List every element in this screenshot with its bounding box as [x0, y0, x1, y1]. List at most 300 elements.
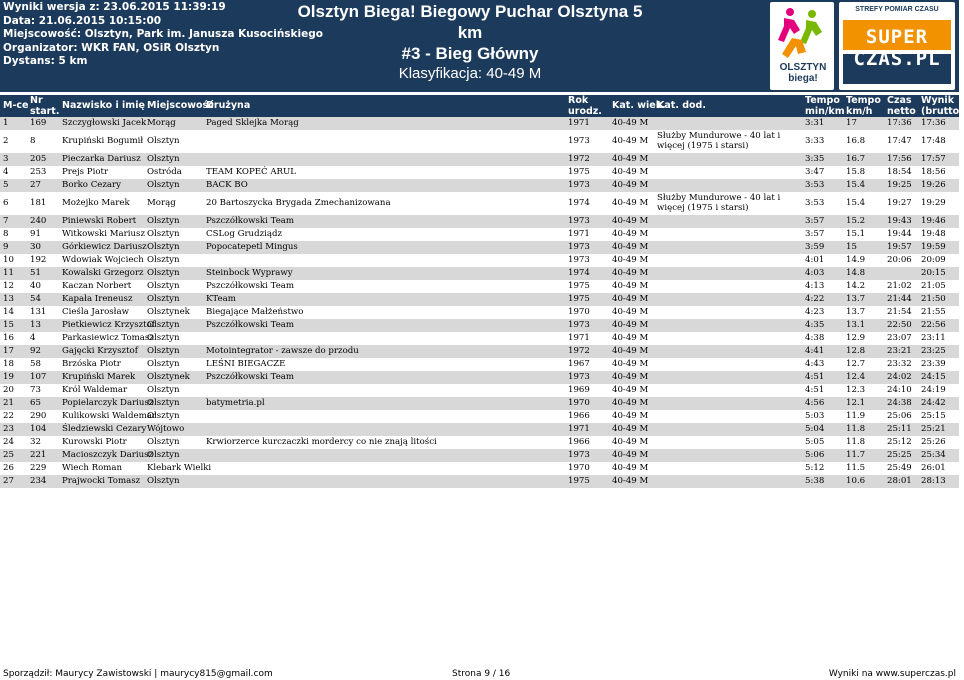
- cell-tempo: 4:43: [805, 359, 825, 369]
- cell-bib: 92: [30, 346, 41, 356]
- cell-cat: 40-49 M: [612, 136, 649, 146]
- cell-tempo: 4:38: [805, 333, 825, 343]
- cell-net: 21:54: [887, 307, 912, 317]
- cell-year: 1973: [568, 180, 590, 190]
- cell-gross: 25:21: [921, 424, 946, 434]
- cell-name: Piniewski Robert: [62, 216, 137, 226]
- cell-name: Pietkiewicz Krzysztof: [62, 320, 155, 330]
- cell-name: Możejko Marek: [62, 198, 130, 208]
- cell-net: 25:11: [887, 424, 912, 434]
- col-cat2: Kat. dod.: [657, 100, 706, 111]
- cell-bib: 205: [30, 154, 47, 164]
- cell-gross: 20:09: [921, 255, 946, 265]
- table-row: [0, 332, 959, 345]
- cell-speed: 12.7: [846, 359, 866, 369]
- cell-tempo: 4:23: [805, 307, 825, 317]
- cell-bib: 54: [30, 294, 41, 304]
- cell-cat: 40-49 M: [612, 255, 649, 265]
- cell-gross: 19:29: [921, 198, 946, 208]
- cell-place: 1: [3, 118, 9, 128]
- cell-year: 1974: [568, 198, 590, 208]
- cell-net: 24:02: [887, 372, 912, 382]
- cell-tempo: 5:38: [805, 476, 825, 486]
- cell-city: Olsztyn: [147, 154, 180, 164]
- cell-tempo: 5:03: [805, 411, 825, 421]
- cell-gross: 23:39: [921, 359, 946, 369]
- cell-year: 1975: [568, 167, 590, 177]
- cell-tempo: 3:53: [805, 180, 825, 190]
- cell-city: Olsztyn: [147, 320, 180, 330]
- cell-tempo: 4:35: [805, 320, 825, 330]
- cell-year: 1973: [568, 320, 590, 330]
- cell-bib: 13: [30, 320, 41, 330]
- cell-bib: 169: [30, 118, 47, 128]
- cell-speed: 12.9: [846, 333, 866, 343]
- col-bib: Nr start.: [30, 95, 60, 117]
- col-place: M-ce: [3, 100, 29, 111]
- cell-city: Olsztyn: [147, 216, 180, 226]
- cell-speed: 13.1: [846, 320, 866, 330]
- cell-city: Morąg: [147, 198, 176, 208]
- cell-net: 19:57: [887, 242, 912, 252]
- cell-place: 15: [3, 320, 14, 330]
- cell-place: 11: [3, 268, 14, 278]
- cell-bib: 131: [30, 307, 47, 317]
- cell-cat: 40-49 M: [612, 268, 649, 278]
- cell-bib: 91: [30, 229, 41, 239]
- cell-team: Motointegrator - zawsze do przodu: [206, 346, 359, 356]
- cell-place: 24: [3, 437, 14, 447]
- table-row: [0, 192, 959, 215]
- cell-net: 25:12: [887, 437, 912, 447]
- cell-cat: 40-49 M: [612, 463, 649, 473]
- cell-city: Olsztyn: [147, 385, 180, 395]
- cell-place: 20: [3, 385, 14, 395]
- cell-speed: 15.1: [846, 229, 866, 239]
- table-row: [0, 117, 959, 130]
- table-row: [0, 241, 959, 254]
- cell-year: 1972: [568, 346, 590, 356]
- cell-gross: 21:05: [921, 281, 946, 291]
- cell-place: 6: [3, 198, 9, 208]
- cell-gross: 22:56: [921, 320, 946, 330]
- cell-year: 1975: [568, 294, 590, 304]
- cell-place: 18: [3, 359, 14, 369]
- cell-net: 17:56: [887, 154, 912, 164]
- cell-speed: 10.6: [846, 476, 866, 486]
- footer-author: Sporządził: Maurycy Zawistowski | maurycy815@gmail.com: [3, 669, 273, 679]
- cell-name: Kulikowski Waldemar: [62, 411, 157, 421]
- cell-bib: 104: [30, 424, 47, 434]
- cell-name: Popielarczyk Dariusz: [62, 398, 154, 408]
- superczas-logo-top: STREFY POMIAR CZASU: [855, 6, 939, 13]
- cell-team: Krwiorzerce kurczaczki mordercy co nie znają litości: [206, 437, 437, 447]
- cell-name: Pieczarka Dariusz: [62, 154, 141, 164]
- cell-tempo: 4:51: [805, 372, 825, 382]
- table-row: [0, 166, 959, 179]
- cell-speed: 11.5: [846, 463, 866, 473]
- cell-place: 8: [3, 229, 9, 239]
- cell-place: 21: [3, 398, 14, 408]
- cell-year: 1972: [568, 154, 590, 164]
- cell-name: Krupiński Marek: [62, 372, 136, 382]
- cell-year: 1970: [568, 398, 590, 408]
- cell-place: 7: [3, 216, 9, 226]
- cell-place: 3: [3, 154, 9, 164]
- cell-tempo: 3:57: [805, 216, 825, 226]
- cell-city: Olsztyn: [147, 180, 180, 190]
- cell-bib: 290: [30, 411, 47, 421]
- cell-tempo: 3:33: [805, 136, 825, 146]
- cell-team: Pszczółkowski Team: [206, 372, 295, 382]
- cell-year: 1969: [568, 385, 590, 395]
- cell-net: 21:02: [887, 281, 912, 291]
- cell-net: 19:25: [887, 180, 912, 190]
- event-title: Olsztyn Biega! Biegowy Puchar Olsztyna 5 km: [297, 2, 643, 42]
- cell-net: 28:01: [887, 476, 912, 486]
- col-tempo: Tempo min/km: [805, 95, 845, 117]
- cell-bib: 240: [30, 216, 47, 226]
- cell-name: Cieśla Jarosław: [62, 307, 129, 317]
- cell-city: Klebark Wielki: [147, 463, 212, 473]
- table-row: [0, 449, 959, 462]
- cell-cat: 40-49 M: [612, 242, 649, 252]
- cell-gross: 18:56: [921, 167, 946, 177]
- cell-speed: 12.1: [846, 398, 866, 408]
- cell-place: 12: [3, 281, 14, 291]
- cell-place: 13: [3, 294, 14, 304]
- cell-cat: 40-49 M: [612, 450, 649, 460]
- cell-speed: 15.4: [846, 198, 866, 208]
- col-net: Czas netto: [887, 95, 916, 117]
- table-row: [0, 462, 959, 475]
- cell-name: Borko Cezary: [62, 180, 121, 190]
- cell-city: Olsztyn: [147, 229, 180, 239]
- cell-tempo: 3:31: [805, 118, 825, 128]
- col-city: Miejscowość: [147, 100, 214, 111]
- cell-city: Olsztyn: [147, 476, 180, 486]
- page-footer: [0, 668, 959, 680]
- cell-city: Olsztynek: [147, 372, 190, 382]
- cell-speed: 11.8: [846, 437, 866, 447]
- cell-speed: 11.8: [846, 424, 866, 434]
- cell-cat: 40-49 M: [612, 154, 649, 164]
- olsztyn-logo-text: OLSZTYN biega!: [779, 62, 827, 84]
- cell-speed: 13.7: [846, 294, 866, 304]
- cell-gross: 25:15: [921, 411, 946, 421]
- col-gross: Wynik (brutto): [921, 95, 964, 117]
- cell-year: 1975: [568, 281, 590, 291]
- cell-gross: 26:01: [921, 463, 946, 473]
- cell-bib: 181: [30, 198, 47, 208]
- cell-place: 27: [3, 476, 14, 486]
- cell-year: 1971: [568, 118, 590, 128]
- cell-team: KTeam: [206, 294, 236, 304]
- cell-cat: 40-49 M: [612, 216, 649, 226]
- cell-net: 25:49: [887, 463, 912, 473]
- cell-tempo: 3:35: [805, 154, 825, 164]
- cell-name: Wiech Roman: [62, 463, 123, 473]
- cell-net: 22:50: [887, 320, 912, 330]
- cell-net: 24:38: [887, 398, 912, 408]
- cell-gross: 25:26: [921, 437, 946, 447]
- cell-team: 20 Bartoszycka Brygada Zmechanizowana: [206, 198, 391, 208]
- cell-team: Pszczółkowski Team: [206, 216, 295, 226]
- cell-name: Wdowiak Wojciech: [62, 255, 144, 265]
- cell-cat: 40-49 M: [612, 385, 649, 395]
- cell-speed: 15.8: [846, 167, 866, 177]
- info-date: Data: 21.06.2015 10:15:00: [3, 14, 162, 27]
- cell-cat: 40-49 M: [612, 320, 649, 330]
- cell-team: BACK BO: [206, 180, 248, 190]
- cell-cat: 40-49 M: [612, 167, 649, 177]
- cell-bib: 30: [30, 242, 41, 252]
- cell-cat: 40-49 M: [612, 307, 649, 317]
- cell-name: Prajwocki Tomasz: [62, 476, 141, 486]
- cell-year: 1974: [568, 268, 590, 278]
- cell-gross: 24:19: [921, 385, 946, 395]
- table-row: [0, 179, 959, 192]
- cell-speed: 15.2: [846, 216, 866, 226]
- cell-net: 19:27: [887, 198, 912, 208]
- cell-gross: 25:34: [921, 450, 946, 460]
- cell-year: 1971: [568, 229, 590, 239]
- cell-speed: 16.7: [846, 154, 866, 164]
- cell-net: 19:44: [887, 229, 912, 239]
- cell-bib: 234: [30, 476, 47, 486]
- table-row: [0, 384, 959, 397]
- cell-cat: 40-49 M: [612, 118, 649, 128]
- table-row: [0, 423, 959, 436]
- cell-cat: 40-49 M: [612, 372, 649, 382]
- event-subtitle: #3 - Bieg Główny: [401, 44, 539, 63]
- cell-team: batymetria.pl: [206, 398, 265, 408]
- results-table: [0, 117, 959, 488]
- cell-city: Olsztyn: [147, 333, 180, 343]
- table-row: [0, 280, 959, 293]
- cell-net: 17:36: [887, 118, 912, 128]
- cell-city: Olsztyn: [147, 255, 180, 265]
- cell-city: Olsztyn: [147, 411, 180, 421]
- cell-tempo: 5:12: [805, 463, 825, 473]
- cell-tempo: 5:04: [805, 424, 825, 434]
- table-row: [0, 267, 959, 280]
- cell-year: 1973: [568, 450, 590, 460]
- classification: Klasyfikacja: 40-49 M: [398, 65, 542, 82]
- cell-city: Olsztyn: [147, 281, 180, 291]
- col-speed: Tempo km/h: [846, 95, 881, 117]
- cell-team: Steinbock Wyprawy: [206, 268, 293, 278]
- cell-net: 17:47: [887, 136, 912, 146]
- table-row: [0, 475, 959, 488]
- cell-name: Krupiński Bogumił: [62, 136, 144, 146]
- cell-speed: 16.8: [846, 136, 866, 146]
- cell-gross: 28:13: [921, 476, 946, 486]
- cell-place: 19: [3, 372, 14, 382]
- cell-team: TEAM KOPEĆ ARUL: [206, 167, 296, 177]
- cell-cat: 40-49 M: [612, 437, 649, 447]
- cell-cat: 40-49 M: [612, 198, 649, 208]
- table-row: [0, 130, 959, 153]
- cell-city: Olsztyn: [147, 136, 180, 146]
- cell-city: Olsztyn: [147, 294, 180, 304]
- table-row: [0, 371, 959, 384]
- cell-year: 1973: [568, 216, 590, 226]
- cell-year: 1970: [568, 307, 590, 317]
- info-distance: Dystans: 5 km: [3, 55, 88, 67]
- cell-team: Pszczółkowski Team: [206, 281, 295, 291]
- table-row: [0, 306, 959, 319]
- cell-bib: 4: [30, 333, 36, 343]
- cell-year: 1970: [568, 463, 590, 473]
- cell-cat: 40-49 M: [612, 281, 649, 291]
- cell-net: 18:54: [887, 167, 912, 177]
- cell-gross: 23:25: [921, 346, 946, 356]
- cell-speed: 15.4: [846, 180, 866, 190]
- cell-name: Król Waldemar: [62, 385, 128, 395]
- cell-city: Morąg: [147, 118, 176, 128]
- cell-name: Szczygłowski Jacek: [62, 118, 147, 128]
- cell-tempo: 4:03: [805, 268, 825, 278]
- table-row: [0, 358, 959, 371]
- cell-city: Ostróda: [147, 167, 182, 177]
- cell-year: 1966: [568, 437, 590, 447]
- cell-bib: 40: [30, 281, 41, 291]
- cell-bib: 192: [30, 255, 47, 265]
- table-row: [0, 228, 959, 241]
- cell-speed: 12.4: [846, 372, 866, 382]
- cell-bib: 73: [30, 385, 41, 395]
- cell-speed: 12.3: [846, 385, 866, 395]
- cell-place: 22: [3, 411, 14, 421]
- cell-year: 1973: [568, 255, 590, 265]
- cell-net: 20:06: [887, 255, 912, 265]
- cell-tempo: 3:59: [805, 242, 825, 252]
- cell-speed: 17: [846, 118, 857, 128]
- col-team: Drużyna: [206, 100, 251, 111]
- cell-gross: 19:26: [921, 180, 946, 190]
- cell-city: Olsztyn: [147, 437, 180, 447]
- cell-year: 1971: [568, 333, 590, 343]
- cell-team: Popocatepetl Mingus: [206, 242, 298, 252]
- cell-cat: 40-49 M: [612, 398, 649, 408]
- cell-speed: 14.2: [846, 281, 866, 291]
- cell-tempo: 3:57: [805, 229, 825, 239]
- cell-bib: 107: [30, 372, 47, 382]
- col-name: Nazwisko i imię: [62, 100, 145, 111]
- cell-team: Paged Sklejka Morąg: [206, 118, 299, 128]
- cell-cat: 40-49 M: [612, 424, 649, 434]
- cell-name: Macioszczyk Dariusz: [62, 450, 154, 460]
- table-header: [0, 95, 964, 117]
- cell-gross: 19:48: [921, 229, 946, 239]
- table-row: [0, 293, 959, 306]
- cell-gross: 21:50: [921, 294, 946, 304]
- cell-year: 1975: [568, 476, 590, 486]
- cell-year: 1973: [568, 242, 590, 252]
- cell-place: 23: [3, 424, 14, 434]
- cell-bib: 8: [30, 136, 36, 146]
- cell-tempo: 4:56: [805, 398, 825, 408]
- table-row: [0, 436, 959, 449]
- cell-gross: 24:42: [921, 398, 946, 408]
- cell-place: 2: [3, 136, 9, 146]
- cell-tempo: 5:06: [805, 450, 825, 460]
- cell-speed: 12.8: [846, 346, 866, 356]
- cell-cat: 40-49 M: [612, 180, 649, 190]
- table-row: [0, 410, 959, 423]
- cell-year: 1973: [568, 136, 590, 146]
- cell-cat: 40-49 M: [612, 411, 649, 421]
- cell-team: CSLog Grudziądz: [206, 229, 283, 239]
- cell-net: 21:44: [887, 294, 912, 304]
- info-version: Wyniki wersja z: 23.06.2015 11:39:19: [3, 1, 226, 13]
- cell-name: Brzóska Piotr: [62, 359, 121, 369]
- col-cat: Kat. wiek.: [612, 100, 666, 111]
- cell-speed: 11.7: [846, 450, 866, 460]
- cell-net: 23:32: [887, 359, 912, 369]
- cell-bib: 51: [30, 268, 41, 278]
- cell-gross: 17:36: [921, 118, 946, 128]
- cell-speed: 15: [846, 242, 857, 252]
- cell-place: 5: [3, 180, 9, 190]
- cell-gross: 19:46: [921, 216, 946, 226]
- cell-cat: 40-49 M: [612, 359, 649, 369]
- table-row: [0, 215, 959, 228]
- cell-tempo: 4:01: [805, 255, 825, 265]
- cell-city: Olsztyn: [147, 398, 180, 408]
- cell-cat: 40-49 M: [612, 333, 649, 343]
- cell-name: Górkiewicz Dariusz: [62, 242, 147, 252]
- table-row: [0, 397, 959, 410]
- cell-team: Pszczółkowski Team: [206, 320, 295, 330]
- cell-net: 23:21: [887, 346, 912, 356]
- cell-net: 19:43: [887, 216, 912, 226]
- cell-name: Parkasiewicz Tomasz: [62, 333, 154, 343]
- event-title-block: [290, 1, 650, 84]
- cell-cat: 40-49 M: [612, 294, 649, 304]
- cell-name: Gajęcki Krzysztof: [62, 346, 138, 356]
- cell-name: Kaczan Norbert: [62, 281, 132, 291]
- cell-speed: 14.8: [846, 268, 866, 278]
- cell-bib: 229: [30, 463, 47, 473]
- cell-gross: 23:11: [921, 333, 946, 343]
- cell-speed: 13.7: [846, 307, 866, 317]
- cell-net: 25:25: [887, 450, 912, 460]
- cell-name: Witkowski Mariusz: [62, 229, 145, 239]
- event-info: [3, 1, 323, 69]
- table-row: [0, 319, 959, 332]
- cell-gross: 17:48: [921, 136, 946, 146]
- cell-tempo: 4:51: [805, 385, 825, 395]
- cell-name: Prejs Piotr: [62, 167, 109, 177]
- cell-city: Olsztyn: [147, 450, 180, 460]
- cell-tempo: 4:41: [805, 346, 825, 356]
- cell-place: 17: [3, 346, 14, 356]
- cell-gross: 19:59: [921, 242, 946, 252]
- cell-bib: 58: [30, 359, 41, 369]
- cell-speed: 11.9: [846, 411, 866, 421]
- info-organizer: Organizator: WKR FAN, OSiR Olsztyn: [3, 41, 220, 54]
- cell-bib: 27: [30, 180, 41, 190]
- cell-year: 1966: [568, 411, 590, 421]
- cell-net: 24:10: [887, 385, 912, 395]
- cell-tempo: 4:13: [805, 281, 825, 291]
- cell-year: 1967: [568, 359, 590, 369]
- cell-net: 25:06: [887, 411, 912, 421]
- cell-tempo: 5:05: [805, 437, 825, 447]
- col-year: Rok urodz.: [568, 95, 602, 117]
